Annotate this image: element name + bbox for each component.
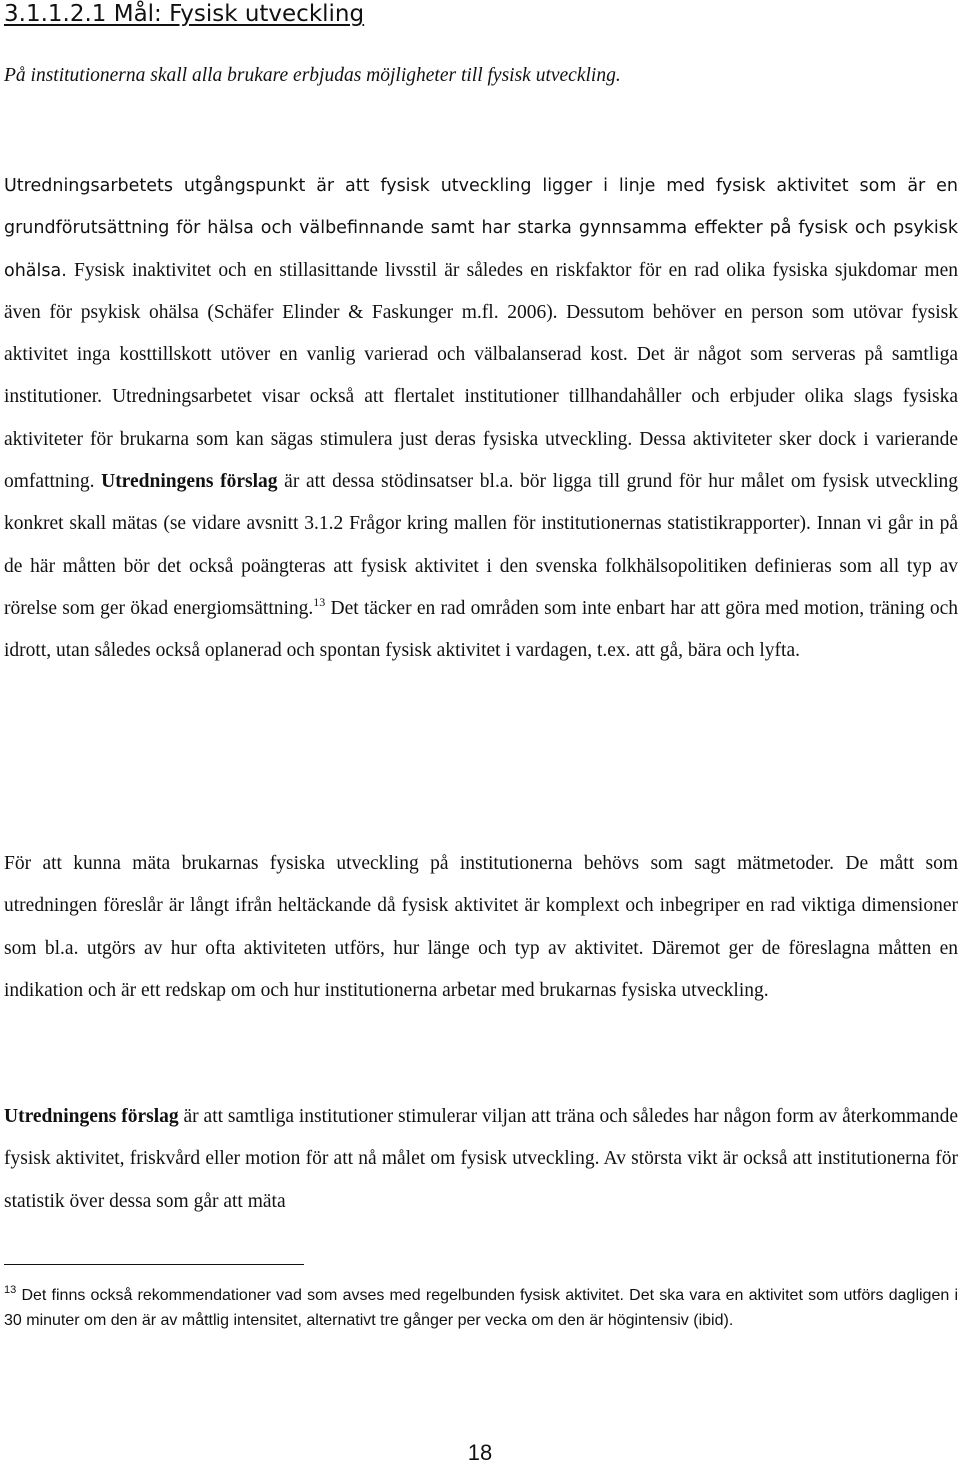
paragraph-1-text-end: Det täcker en rad områden som inte enbart har att göra med motion, träning och idrott, utan således också oplanerad och spontan fysisk aktivitet i vardagen, t.ex. att gå, bära och lyfta. (4, 597, 958, 662)
footnote-text: Det finns också rekommendationer vad som avses med regelbunden fysisk aktivitet. Det ska vara en aktivitet som utförs dagligen i 30 minuter om den är av måttlig intensitet, alternativt tre gånger per vecka om den är högintensiv (ibid). (4, 1287, 958, 1329)
goal-statement: På institutionerna skall alla brukare erbjudas möjligheter till fysisk utveckling. (4, 65, 621, 86)
paragraph-1-text-cont: är att dessa stödinsatser bl.a. bör ligga till grund för hur målet om fysisk utveckling konkret skall mätas (se vidare avsnitt 3.1.2 Frågor kring mallen för institutionernas statistikrapporter). Innan vi går in på de här måtten bör det också poängteras att fysisk aktivitet i den svenska folkhälsopolitiken definieras som all typ av rörelse som ger ökad energiomsättning. (4, 471, 958, 619)
paragraph-1 (4, 165, 958, 673)
footnote-13 (4, 1284, 958, 1333)
paragraph-1-text: Fysisk inaktivitet och en stillasittande livsstil är således en riskfaktor för en rad olika fysiska sjukdomar men även för psykisk ohälsa (Schäfer Elinder & Faskunger m.fl. 2006). Dessutom behöver en person som utövar fysisk aktivitet inga kosttillskott utöver en vanlig varierad och välbalanserad kost. Det är något som serveras på samtliga institutioner. Utredningsarbetet visar också att flertalet institutioner tillhandahåller och erbjuder olika slags fysiska aktiviteter för brukarna som kan sägas stimulera just deras fysiska utveckling. Dessa aktiviteter sker dock i varierande omfattning. (4, 259, 958, 493)
page-number: 18 (467, 1440, 493, 1465)
proposal-label-2: Utredningens förslag (4, 1106, 179, 1127)
paragraph-1-intro: Utredningsarbetets utgångspunkt är att fysisk utveckling ligger i linje med fysisk aktivitet som är en grundförutsättning för hälsa och välbefinnande samt har starka gynnsamma effekter på fysisk och psykisk ohälsa. (4, 176, 958, 281)
footnote-number: 13 (4, 1284, 17, 1296)
proposal-label: Utredningens förslag (101, 471, 278, 493)
paragraph-3-text: är att samtliga institutioner stimulerar viljan att träna och således har någon form av återkommande fysisk aktivitet, friskvård eller motion för att nå målet om fysisk utveckling. Av största vikt är också att institutionerna för statistik över dessa som går att mäta (4, 1106, 959, 1212)
paragraph-2: För att kunna mäta brukarnas fysiska utveckling på institutionerna behövs som sagt mätmetoder. De mått som utredningen föreslår är långt ifrån heltäckande då fysisk aktivitet är komplext och inbegriper en rad viktiga dimensioner som bl.a. utgörs av hur ofta aktiviteten utförs, hur länge och typ av aktivitet. Däremot ger de föreslagna måtten en indikation och är ett redskap om och hur institutionerna arbetar med brukarnas fysiska utveckling. (4, 853, 958, 1001)
section-heading: 3.1.1.2.1 Mål: Fysisk utveckling (4, 1, 365, 27)
footnote-ref[interactable]: 13 (313, 594, 326, 609)
footnote-divider (4, 1264, 304, 1265)
paragraph-3 (4, 1096, 958, 1223)
